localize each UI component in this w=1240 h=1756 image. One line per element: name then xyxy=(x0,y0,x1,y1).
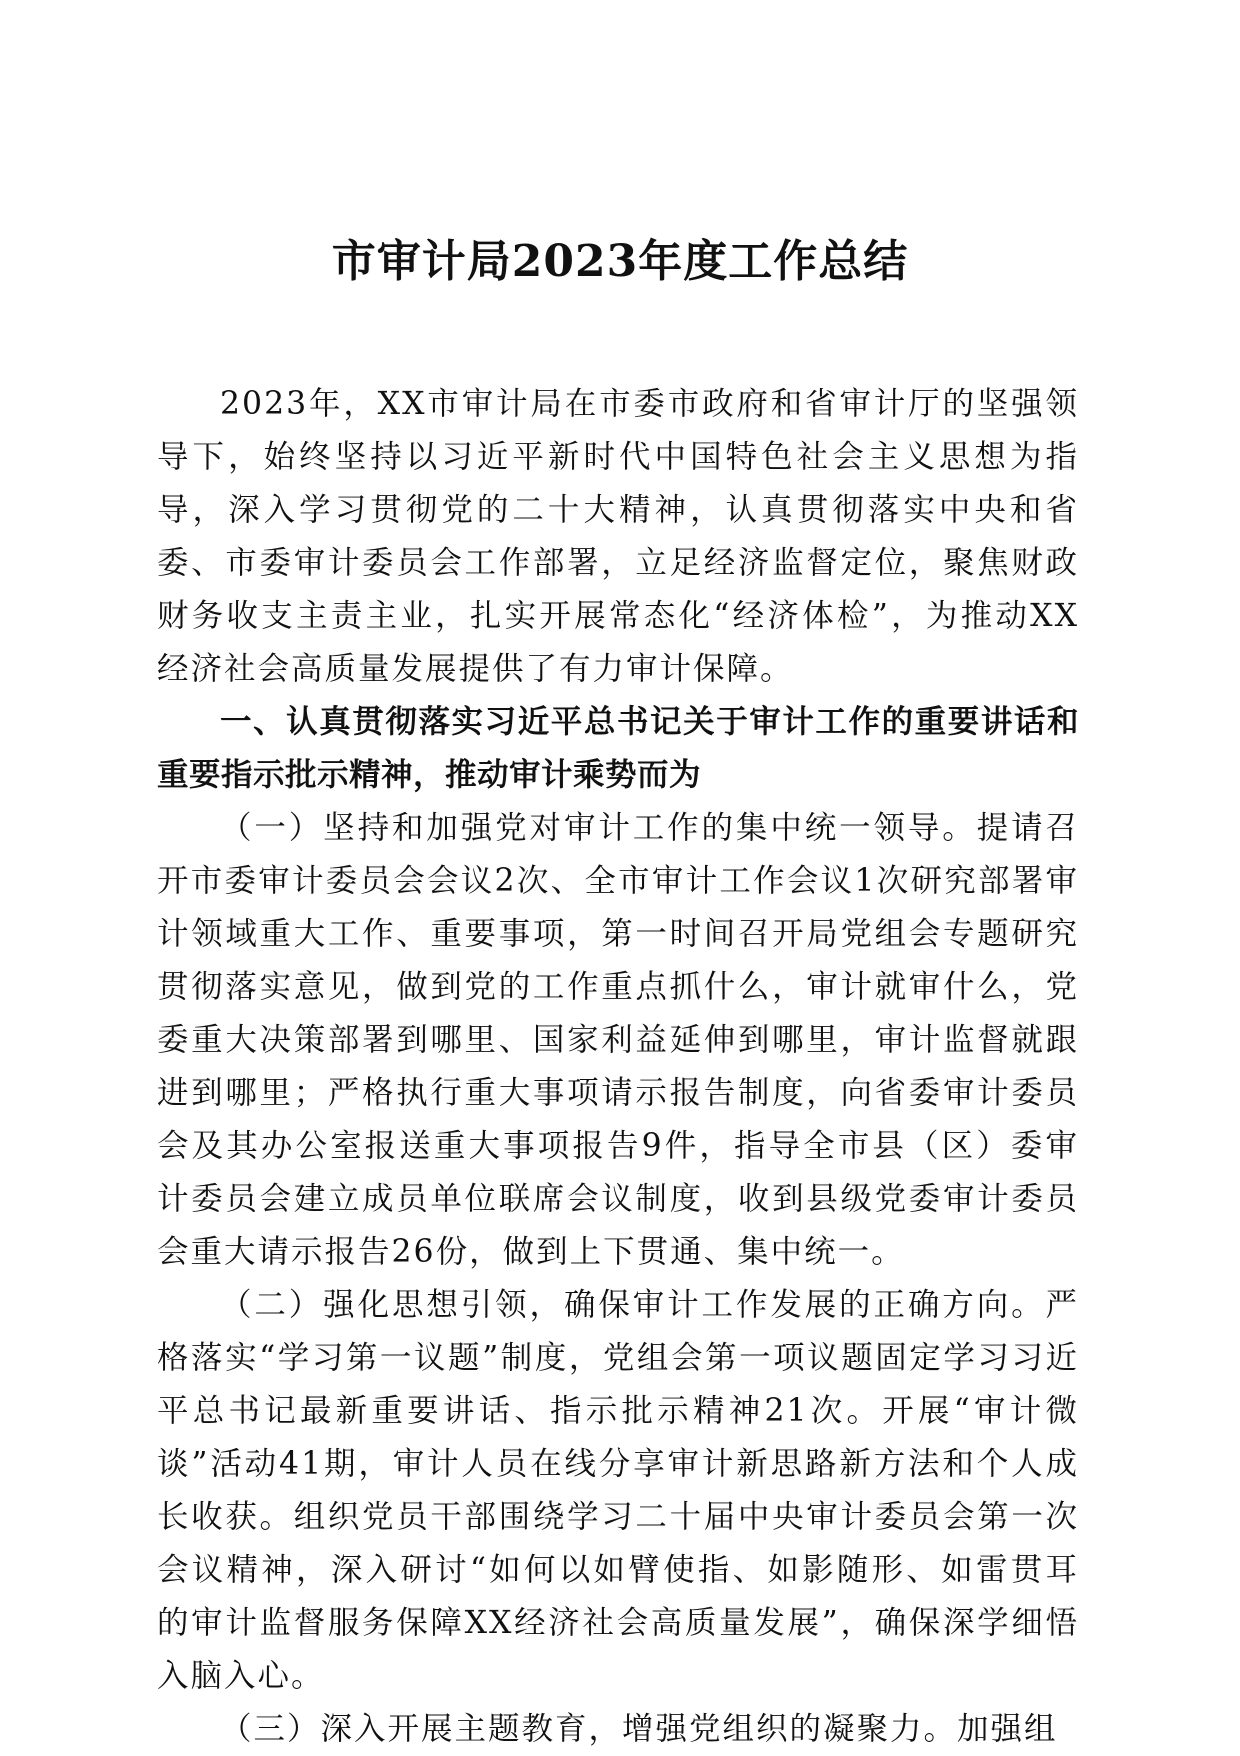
section-item-1: （一）坚持和加强党对审计工作的集中统一领导。提请召开市委审计委员会会议2次、全市审计工作会议1次研究部署审计领域重大工作、重要事项，第一时间召开局党组会专题研究贯彻落实意见，做到党的工作重点抓什么，审计就审什么，党委重大决策部署到哪里、国家利益延伸到哪里，审计监督就跟进到哪里；严格执行重大事项请示报告制度，向省委审计委员会及其办公室报送重大事项报告9件，指导全市县（区）委审计委员会建立成员单位联席会议制度，收到县级党委审计委员会重大请示报告26份，做到上下贯通、集中统一。 xyxy=(157,810,1079,1270)
intro-paragraph: 2023年，XX市审计局在市委市政府和省审计厅的坚强领导下，始终坚持以习近平新时代中国特色社会主义思想为指导，深入学习贯彻党的二十大精神，认真贯彻落实中央和省委、市委审计委员会工作部署，立足经济监督定位，聚焦财政财务收支主责主业，扎实开展常态化“经济体检”，为推动XX经济社会高质量发展提供了有力审计保障。 xyxy=(157,386,1079,687)
section-item-2: （二）强化思想引领，确保审计工作发展的正确方向。严格落实“学习第一议题”制度，党组会第一项议题固定学习习近平总书记最新重要讲话、指示批示精神21次。开展“审计微谈”活动41期，审计人员在线分享审计新思路新方法和个人成长收获。组织党员干部围绕学习二十届中央审计委员会第一次会议精神，深入研讨“如何以如臂使指、如影随形、如雷贯耳的审计监督服务保障XX经济社会高质量发展”，确保深学细悟入脑入心。 xyxy=(157,1287,1079,1694)
section-heading-1: 一、认真贯彻落实习近平总书记关于审计工作的重要讲话和重要指示批示精神，推动审计乘势而为 xyxy=(157,704,1079,793)
document-body xyxy=(157,378,1079,1756)
section-item-3: （三）深入开展主题教育，增强党组织的凝聚力。加强组 xyxy=(220,1711,1058,1747)
document-title: 市审计局2023年度工作总结 xyxy=(331,236,909,287)
